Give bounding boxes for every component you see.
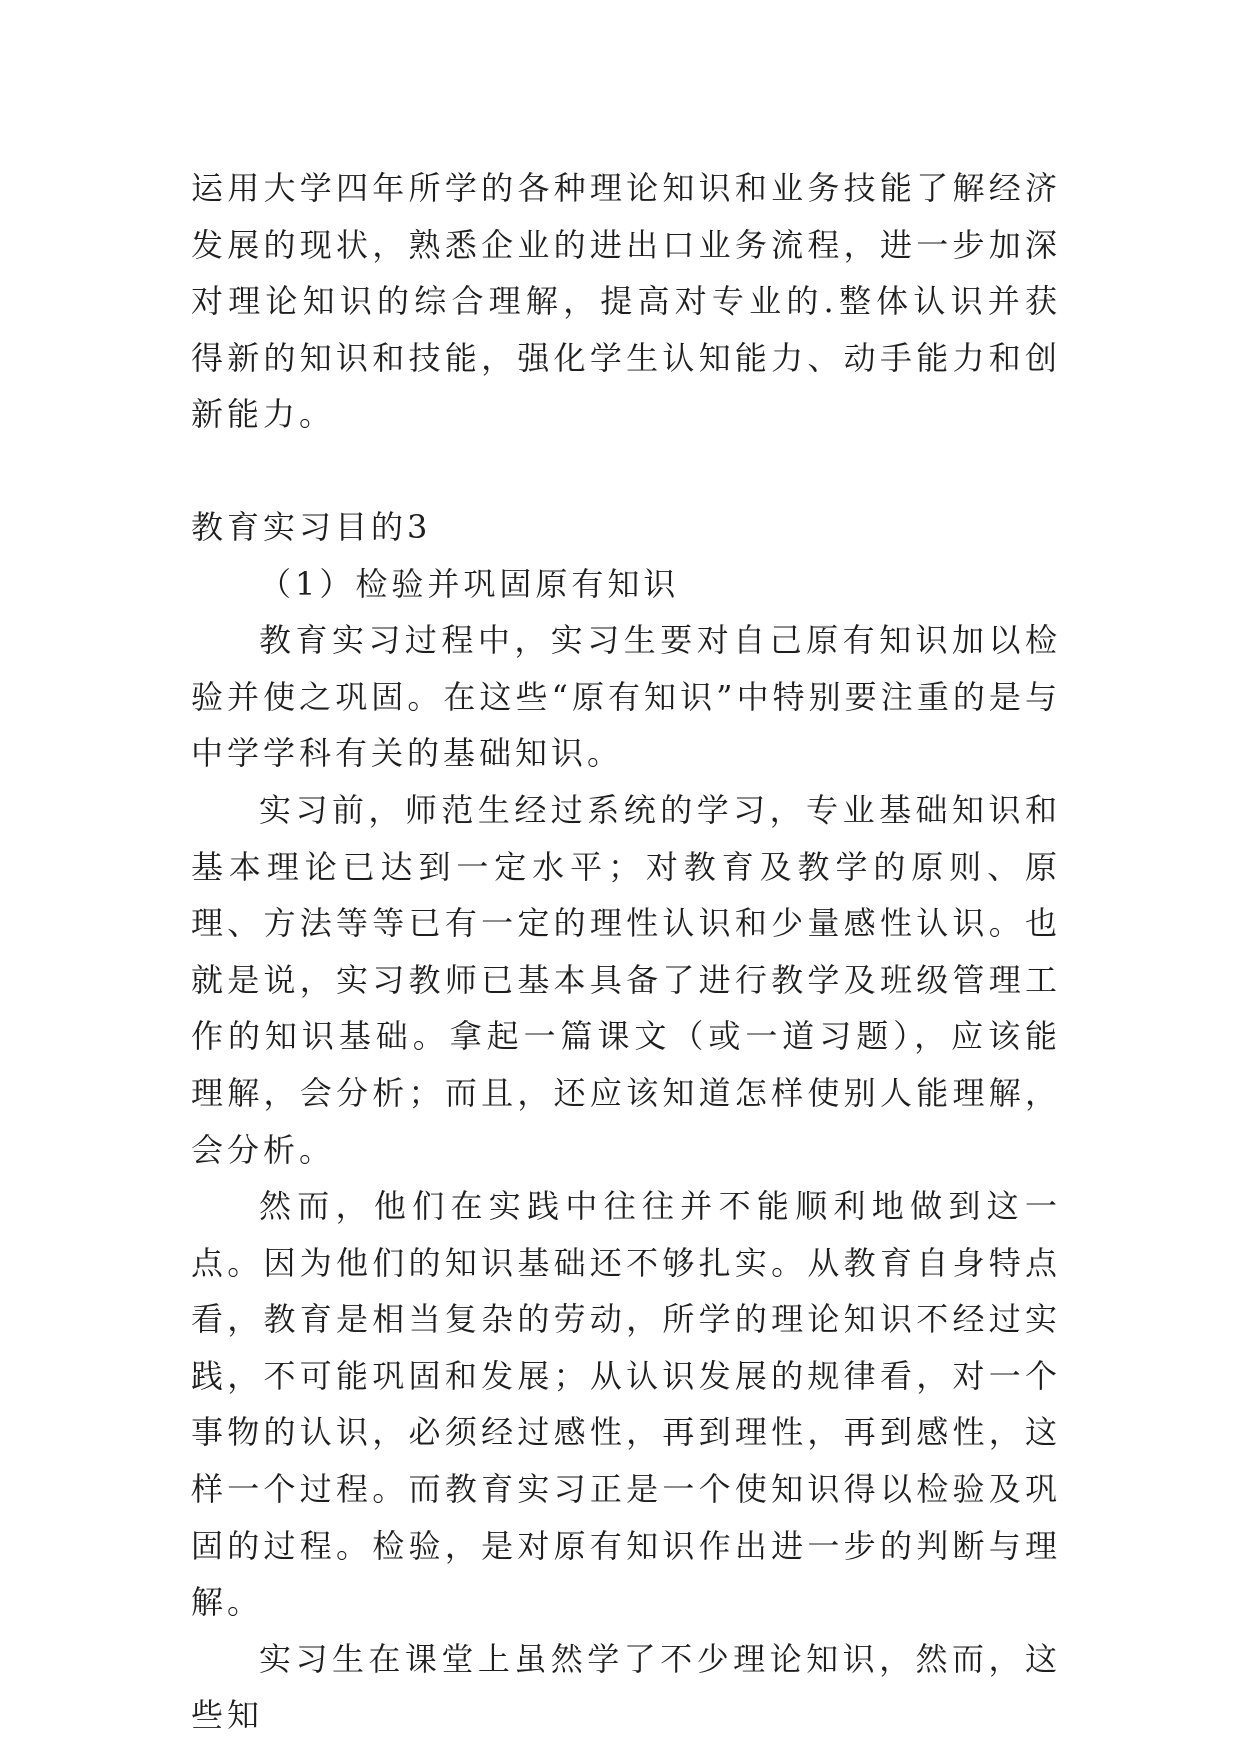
document-body (191, 160, 1061, 1744)
section-heading: 教育实习目的3 (191, 507, 432, 546)
body-paragraph: 教育实习过程中，实习生要对自己原有知识加以检验并使之巩固。在这些“原有知识”中特别要注重的是与中学学科有关的基础知识。 (191, 621, 1061, 773)
intro-paragraph: 运用大学四年所学的各种理论知识和业务技能了解经济发展的现状，熟悉企业的进出口业务流程，进一步加深对理论知识的综合理解，提高对专业的.整体认识并获得新的知识和技能，强化学生认知能力、动手能力和创新能力。 (191, 169, 1061, 434)
body-paragraph: 实习前，师范生经过系统的学习，专业基础知识和基本理论已达到一定水平；对教育及教学的原则、原理、方法等等已有一定的理性认识和少量感性认识。也就是说，实习教师已基本具备了进行教学及班级管理工作的知识基础。拿起一篇课文（或一道习题），应该能理解，会分析；而且，还应该知道怎样使别人能理解，会分析。 (191, 790, 1061, 1169)
body-paragraph: 然而，他们在实践中往往并不能顺利地做到这一点。因为他们的知识基础还不够扎实。从教育自身特点看，教育是相当复杂的劳动，所学的理论知识不经过实践，不可能巩固和发展；从认识发展的规律看，对一个事物的认识，必须经过感性，再到理性，再到感性，这样一个过程。而教育实习正是一个使知识得以检验及巩固的过程。检验，是对原有知识作出进一步的判断与理解。 (191, 1187, 1061, 1622)
sub-heading: （1）检验并巩固原有知识 (259, 564, 680, 603)
body-paragraph: 实习生在课堂上虽然学了不少理论知识，然而，这些知 (191, 1639, 1061, 1735)
